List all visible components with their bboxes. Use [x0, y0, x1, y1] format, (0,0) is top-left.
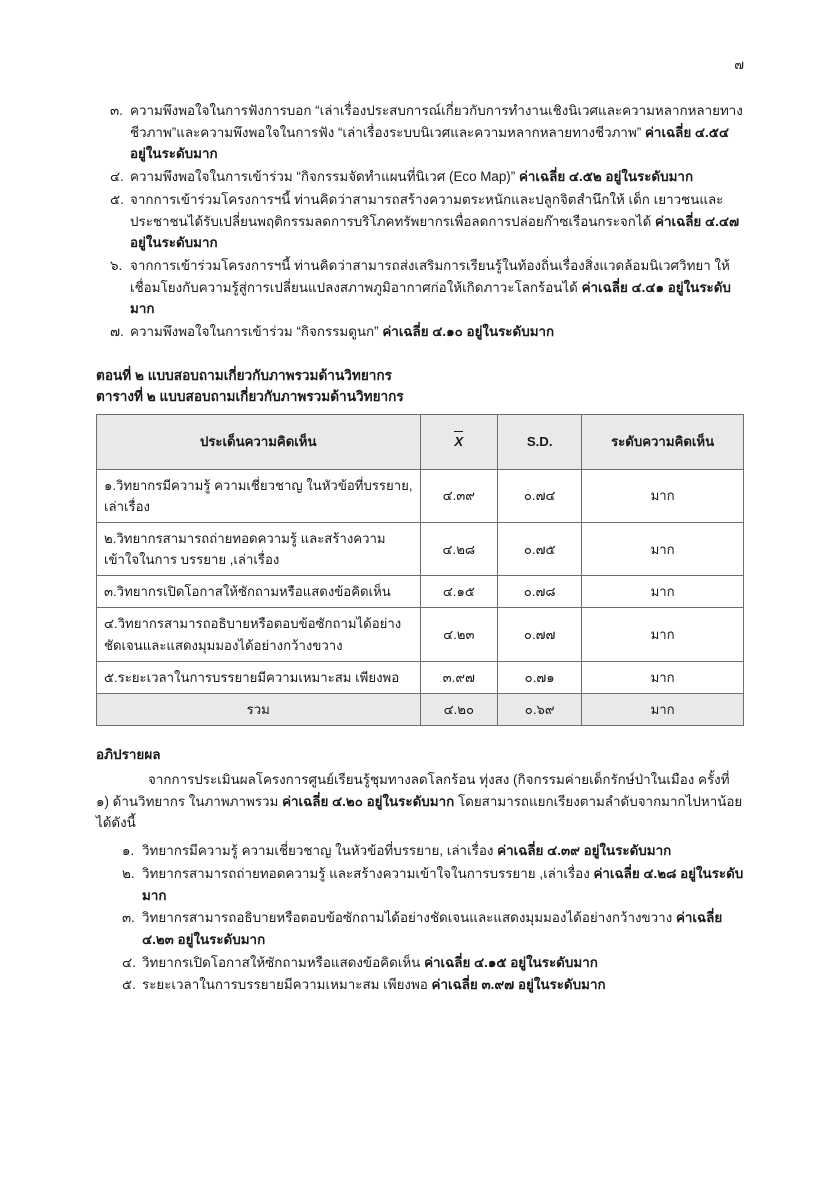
column-header-level: ระดับความคิดเห็น	[582, 414, 744, 469]
body-text: ความพึงพอใจในการฟังการบอก “เล่าเรื่องประสบการณ์เกี่ยวกับการทำงานเชิงนิเวศและความหลากหลายทางชีวภาพ”และความพึงพอใจในการฟัง “เล่าเรื่องระบบนิเวศและความหลากหลายทางชีวภาพ”	[130, 103, 743, 140]
column-header-topic: ประเด็นความคิดเห็น	[97, 414, 421, 469]
cell-total-sd: ๐.๖๙	[498, 693, 582, 725]
emphasis-text: ค่าเฉลี่ย ๔.๔๑ อยู่ในระดับมาก	[130, 279, 731, 317]
emphasis-text: ค่าเฉลี่ย ๔.๕๔ อยู่ในระดับมาก	[130, 124, 730, 162]
list-marker: ๕.	[110, 191, 124, 207]
emphasis-text: ค่าเฉลี่ย ๔.๔๗ อยู่ในระดับมาก	[130, 213, 740, 251]
list-marker: ๖.	[110, 257, 123, 273]
list-item	[96, 321, 744, 343]
cell-sd: ๐.๗๕	[498, 523, 582, 576]
cell-mean: ๔.๓๙	[420, 469, 498, 522]
body-text: โดยสามารถแยกเรียงตามลำดับจากมากไปหาน้อย ได้ดังนี้	[96, 793, 743, 831]
emphasis-text: ค่าเฉลี่ย ๔.๒๓ อยู่ในระดับมาก	[142, 910, 723, 947]
body-text: จากการเข้าร่วมโครงการฯนี้ ท่านคิดว่าสามารถสร้างความตระหนักและปลูกจิตสำนึกให้ เด็ก เยาวชนและประชาชนได้รับเปลี่ยนพฤติกรรมลดการบริโภคทรัพยากรเพื่อลดการปล่อยก๊าซเรือนกระจกได้	[130, 191, 724, 229]
list-item	[96, 189, 744, 254]
column-header-sd: S.D.	[498, 414, 582, 469]
list-item-text	[142, 907, 744, 950]
discussion-list	[96, 840, 744, 996]
cell-sd: ๐.๗๘	[498, 576, 582, 608]
discussion-paragraph	[96, 769, 744, 834]
table-row	[97, 608, 744, 661]
cell-mean: ๔.๒๓	[420, 608, 498, 661]
table-total-row	[97, 693, 744, 725]
body-text: วิทยากรสามารถอธิบายหรือตอบข้อซักถามได้อย่างชัดเจนและแสดงมุมมองได้อย่างกว้างขวาง	[142, 910, 676, 926]
cell-mean: ๔.๑๕	[420, 576, 498, 608]
body-text: วิทยากรเปิดโอกาสให้ซักถามหรือแสดงข้อคิดเห็น	[142, 954, 425, 970]
body-text: วิทยากรมีความรู้ ความเชี่ยวชาญ ในหัวข้อที่บรรยาย, เล่าเรื่อง	[142, 843, 498, 859]
list-marker: ๓.	[110, 103, 123, 118]
list-marker: ๔.	[110, 169, 124, 185]
column-header-mean	[420, 414, 498, 469]
cell-total-label: รวม	[97, 693, 421, 725]
body-text: ความพึงพอใจในการเข้าร่วม “กิจกรรมดูนก”	[130, 324, 383, 340]
list-item	[96, 166, 744, 188]
list-item	[96, 907, 744, 950]
list-marker: ๗.	[110, 324, 124, 340]
emphasis-text: ค่าเฉลี่ย ๔.๑๕ อยู่ในระดับมาก	[424, 954, 598, 970]
list-item	[96, 255, 744, 320]
page-number: ๗	[734, 57, 744, 72]
list-marker: ๒.	[122, 865, 135, 881]
cell-sd: ๐.๗๗	[498, 608, 582, 661]
list-marker: ๓.	[122, 910, 135, 926]
list-marker: ๕.	[122, 977, 136, 993]
table-row	[97, 523, 744, 576]
list-item-text	[142, 863, 744, 906]
cell-level: มาก	[582, 469, 744, 522]
cell-total-level: มาก	[582, 693, 744, 725]
cell-sd: ๐.๗๑	[498, 661, 582, 693]
list-item	[96, 840, 744, 862]
cell-topic: ๑.วิทยากรมีความรู้ ความเชี่ยวชาญ ในหัวข้อที่บรรยาย, เล่าเรื่อง	[97, 469, 421, 522]
table-row	[97, 576, 744, 608]
cell-level: มาก	[582, 576, 744, 608]
body-text: จากการประเมินผลโครงการศูนย์เรียนรู้ชุมทางลดโลกร้อน ทุ่งสง (กิจกรรมค่ายเด็กรักษ์ป่าในเมือง ครั้งที่ ๑) ด้านวิทยากร ในภาพภาพรวม	[96, 771, 730, 809]
body-text: จากการเข้าร่วมโครงการฯนี้ ท่านคิดว่าสามารถส่งเสริมการเรียนรู้ในท้องถิ่นเรื่องสิ่งแวดล้อมนิเวศวิทยา ให้เชื่อมโยงกับความรู้สู่การเปลี่ยนแปลงสภาพภูมิอากาศก่อให้เกิดภาวะโลกร้อนได้	[130, 257, 730, 295]
emphasis-text: ค่าเฉลี่ย ๔.๑๐ อยู่ในระดับมาก	[382, 324, 555, 340]
body-text: ความพึงพอใจในการเข้าร่วม “กิจกรรมจัดทำแผนที่นิเวศ (Eco Map)”	[130, 169, 519, 185]
cell-sd: ๐.๗๔	[498, 469, 582, 522]
list-item-text	[130, 100, 744, 165]
emphasis-text: ค่าเฉลี่ย ๔.๕๒ อยู่ในระดับมาก	[518, 169, 694, 185]
top-findings-list	[96, 100, 744, 343]
cell-level: มาก	[582, 523, 744, 576]
cell-topic: ๕.ระยะเวลาในการบรรยายมีความเหมาะสม เพียงพอ	[97, 661, 421, 693]
cell-level: มาก	[582, 608, 744, 661]
emphasis-text: ค่าเฉลี่ย ๔.๓๙ อยู่ในระดับมาก	[497, 843, 672, 859]
table-body	[97, 469, 744, 725]
list-marker: ๔.	[122, 954, 136, 970]
cell-topic: ๒.วิทยากรสามารถถ่ายทอดความรู้ และสร้างความเข้าใจในการ บรรยาย ,เล่าเรื่อง	[97, 523, 421, 576]
cell-total-mean: ๔.๒๐	[420, 693, 498, 725]
list-item-text	[142, 952, 744, 974]
table-row	[97, 469, 744, 522]
discussion-heading: อภิปรายผล	[96, 746, 161, 762]
body-text: วิทยากรสามารถถ่ายทอดความรู้ และสร้างความเข้าใจในการบรรยาย ,เล่าเรื่อง	[142, 865, 594, 881]
cell-mean: ๔.๒๘	[420, 523, 498, 576]
cell-level: มาก	[582, 661, 744, 693]
list-marker: ๑.	[122, 843, 135, 859]
section-part-title: ตอนที่ ๒ แบบสอบถามเกี่ยวกับภาพรวมด้านวิทยากร	[96, 367, 392, 383]
list-item-text	[130, 166, 744, 188]
mean-symbol: X	[454, 434, 464, 450]
speaker-evaluation-table	[96, 414, 744, 726]
table-header-row	[97, 414, 744, 469]
body-text: ระยะเวลาในการบรรยายมีความเหมาะสม เพียงพอ	[142, 977, 432, 993]
table-caption: ตารางที่ ๒ แบบสอบถามเกี่ยวกับภาพรวมด้านวิทยากร	[96, 388, 404, 404]
list-item	[96, 952, 744, 974]
list-item	[96, 863, 744, 906]
list-item	[96, 974, 744, 996]
cell-topic: ๔.วิทยากรสามารถอธิบายหรือตอบข้อซักถามได้อย่างชัดเจนและแสดงมุมมองได้อย่างกว้างขวาง	[97, 608, 421, 661]
cell-mean: ๓.๙๗	[420, 661, 498, 693]
table-row	[97, 661, 744, 693]
list-item	[96, 100, 744, 165]
list-item-text	[142, 840, 744, 862]
emphasis-text: ค่าเฉลี่ย ๓.๙๗ อยู่ในระดับมาก	[431, 977, 606, 993]
cell-topic: ๓.วิทยากรเปิดโอกาสให้ซักถามหรือแสดงข้อคิดเห็น	[97, 576, 421, 608]
list-item-text	[130, 321, 744, 343]
emphasis-text: ค่าเฉลี่ย ๔.๒๐ อยู่ในระดับมาก	[282, 793, 455, 809]
list-item-text	[142, 974, 744, 996]
list-item-text	[130, 189, 744, 254]
emphasis-text: ค่าเฉลี่ย ๔.๒๘ อยู่ในระดับมาก	[142, 865, 744, 903]
list-item-text	[130, 255, 744, 320]
